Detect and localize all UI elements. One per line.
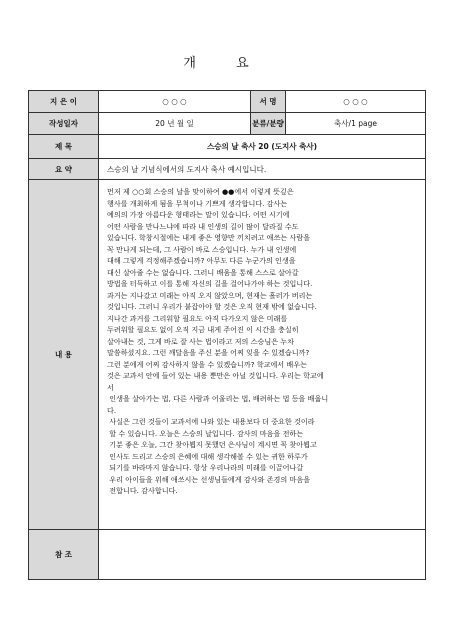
- content-label: 내 용: [29, 180, 99, 530]
- author-row: [29, 91, 426, 113]
- reference-label: 참 조: [29, 530, 99, 580]
- summary-label: 요 약: [29, 159, 99, 180]
- reader-label: 서 명: [251, 91, 286, 113]
- category-label: 분류/분량: [251, 113, 286, 135]
- page-title: 개 요: [183, 56, 267, 71]
- subject-row: [29, 135, 426, 159]
- reader-value: ○ ○ ○: [286, 91, 426, 113]
- reference-row: [29, 530, 426, 580]
- summary-row: [29, 159, 426, 180]
- date-label: 작성일자: [29, 113, 99, 135]
- summary-form: [28, 90, 426, 580]
- summary-value: 스승의 날 기념식에서의 도지사 축사 예시입니다.: [99, 159, 426, 180]
- category-value: 축사/1 page: [286, 113, 426, 135]
- date-row: [29, 113, 426, 135]
- subject-label: 제 목: [29, 135, 99, 159]
- content-paragraph-2: 사실은 그런 것들이 교과서에 나와 있는 내용보다 더 중요한 것이라 할 수 있습니다. 오늘은 스승의 날입니다. 감사의 마음을 전하는 기분 좋은 오늘, 그간 찾아뵙지 못했던 은사님이 계시면 꼭 찾아뵙고 인사도 드리고 스승의 은혜에 대해 생각해볼 수 있는 귀한 하루가 되기를 바라마지 않습니다. 항상 우리나라의 미래를 이끌어나갈 우리 아이들을 위해 애쓰시는 선생님들에게 감사와 존경의 마음을 전합니다. 감사합니다.: [109, 417, 317, 495]
- author-label: 지 은 이: [29, 91, 99, 113]
- content-body: [99, 180, 426, 530]
- date-value: 20 년 월 일: [99, 113, 251, 135]
- subject-value: 스승의 날 축사 20 (도지사 축사): [99, 135, 426, 159]
- reference-value: [99, 530, 426, 580]
- content-row: [29, 180, 426, 530]
- content-paragraph-1: 먼저 제 ○○회 스승의 날을 맞이하여 ●●에서 이렇게 뜻깊은 행사를 개최하게 됨을 무척이나 기쁘게 생각합니다. 감사는 예의의 가장 아름다운 형태라는 말이 있습니다. 어떤 시기에 어떤 사람을 만나느냐에 따라 내 인생의 길이 많이 달라질 수도 있습니다. 학창시절에는 내게 좋은 영향만 끼치려고 애쓰는 사람을 꼭 만나게 되는데, 그 사람이 바로 스승입니다. 누가 내 인생에 대해 그렇게 걱정해주겠습니까? 아무도 다른 누군가의 인생을 대신 살아줄 수는 없습니다. 그러니 배움을 통해 스스로 살아갈 방법을 터득하고 이를 통해 자신의 길을 걸어나가야 하는 것입니다. 과거는 지나갔고 미래는 아직 오지 않았으며, 현재는 흘러가 버리는 것입니다. 그러니 우리가 붙잡아야 할 것은 오직 현재 밖에 없습니다. 지나간 과거를 그리워할 필요도 아직 다가오지 않은 미래를 두려워할 필요도 없이 오직 지금 내게 주어진 이 시간을 충실히 살아내는 것, 그게 바로 잘 사는 법이라고 저의 스승님은 누차 말씀하셨지요. 그런 깨달음을 주신 분을 어찌 잊을 수 있겠습니까? 그런 분에게 어찌 감사하지 않을 수 있겠습니까? 학교에서 배우는 것은 교과서 안에 들어 있는 내용 뿐만은 아닐 것입니다. 우리는 학교에 서 인생을 살아가는 법, 다른 사람과 어울리는 법, 배려하는 법 등을 배웁니 다.: [107, 187, 329, 415]
- author-value: ○ ○ ○: [99, 91, 251, 113]
